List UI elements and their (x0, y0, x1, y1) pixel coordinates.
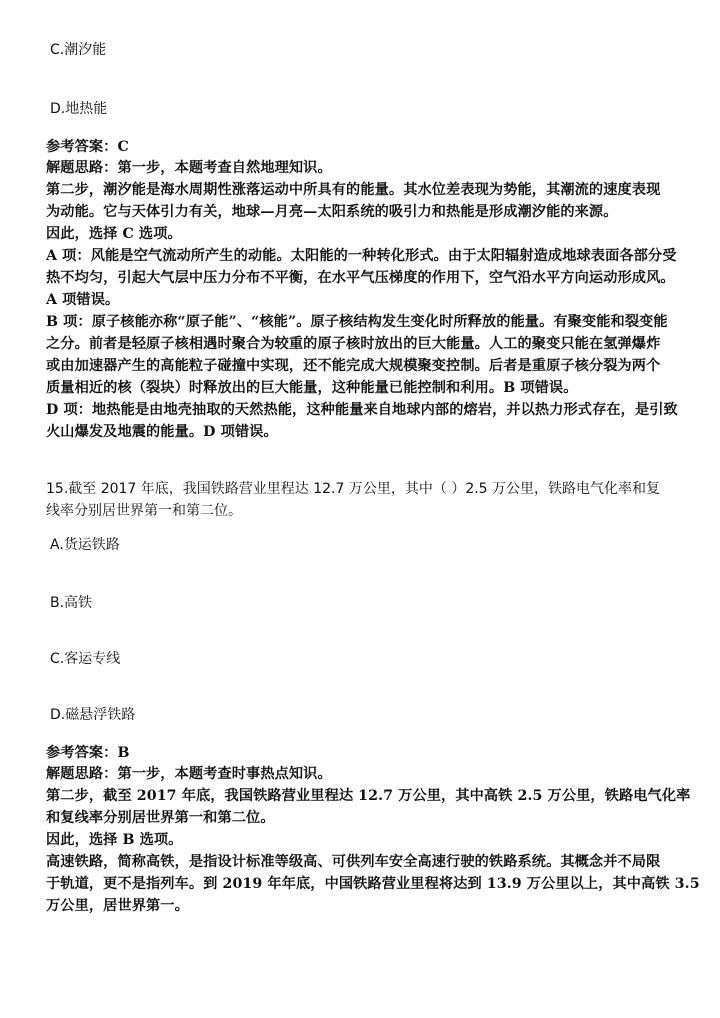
explanation-prev (46, 157, 678, 443)
option-d: D.磁悬浮铁路 (50, 707, 136, 723)
explanation-line: 之分。前者是轻原子核相遇时聚合为较重的原子核时放出的巨大能量。人工的聚变只能在氢弹爆炸 (46, 336, 661, 352)
explanation-line: 万公里，居世界第一。 (46, 898, 189, 914)
explanation (46, 763, 700, 917)
explanation-line: 质量相近的核（裂块）时释放出的巨大能量，这种能量已能控制和利用。B 项错误。 (46, 380, 578, 396)
explanation-line: 解题思路：第一步，本题考查时事热点知识。 (46, 766, 332, 782)
explanation-line: 第二步，截至 2017 年底，我国铁路营业里程达 12.7 万公里，其中高铁 2.5 万公里，铁路电气化率 (46, 788, 691, 804)
explanation-line: 因此，选择 B 选项。 (46, 832, 183, 848)
explanation-line: 第二步，潮汐能是海水周期性涨落运动中所具有的能量。其水位差表现为势能，其潮流的速度表现 (46, 182, 661, 198)
option-c: C.客运专线 (50, 651, 121, 667)
explanation-line: 为动能。它与天体引力有关，地球—月亮—太阳系统的吸引力和热能是形成潮汐能的来源。 (46, 204, 618, 220)
answer-label-prev: 参考答案：C (46, 139, 129, 155)
explanation-line: B 项：原子核能亦称“原子能”、“核能”。原子核结构发生变化时所释放的能量。有聚变能和裂变能 (46, 314, 668, 330)
option-c-prev: C.潮汐能 (50, 42, 107, 58)
option-d-prev: D.地热能 (50, 101, 108, 117)
question-stem-line: 15.截至 2017 年底，我国铁路营业里程达 12.7 万公里，其中（ ）2.5 万公里，铁路电气化率和复 (46, 481, 661, 497)
question-stem-line: 线率分别居世界第一和第二位。 (46, 503, 242, 519)
explanation-line: 因此，选择 C 选项。 (46, 226, 182, 242)
answer-label: 参考答案：B (46, 745, 130, 761)
explanation-line: 火山爆发及地震的能量。D 项错误。 (46, 424, 278, 440)
explanation-line: A 项：风能是空气流动所产生的动能。太阳能的一种转化形式。由于太阳辐射造成地球表面各部分受 (46, 248, 677, 264)
explanation-line: 热不均匀，引起大气层中压力分布不平衡，在水平气压梯度的作用下，空气沿水平方向运动形成风。 (46, 270, 675, 286)
explanation-line: 和复线率分别居世界第一和第二位。 (46, 810, 275, 826)
explanation-line: D 项：地热能是由地壳抽取的天然热能，这种能量来自地球内部的熔岩，并以热力形式存在，是引致 (46, 402, 678, 418)
option-b: B.高铁 (50, 595, 93, 611)
explanation-line: 或由加速器产生的高能粒子碰撞中实现，还不能完成大规模聚变控制。后者是重原子核分裂为两个 (46, 358, 661, 374)
option-a: A.货运铁路 (50, 537, 120, 553)
explanation-line: 高速铁路，简称高铁，是指设计标准等级高、可供列车安全高速行驶的铁路系统。其概念并不局限 (46, 854, 661, 870)
explanation-line: 解题思路：第一步，本题考查自然地理知识。 (46, 160, 332, 176)
question-15-stem (46, 478, 660, 522)
explanation-line: A 项错误。 (46, 292, 120, 308)
explanation-line: 于轨道，更不是指列车。到 2019 年年底，中国铁路营业里程将达到 13.9 万公里以上，其中高铁 3.5 (46, 876, 700, 892)
